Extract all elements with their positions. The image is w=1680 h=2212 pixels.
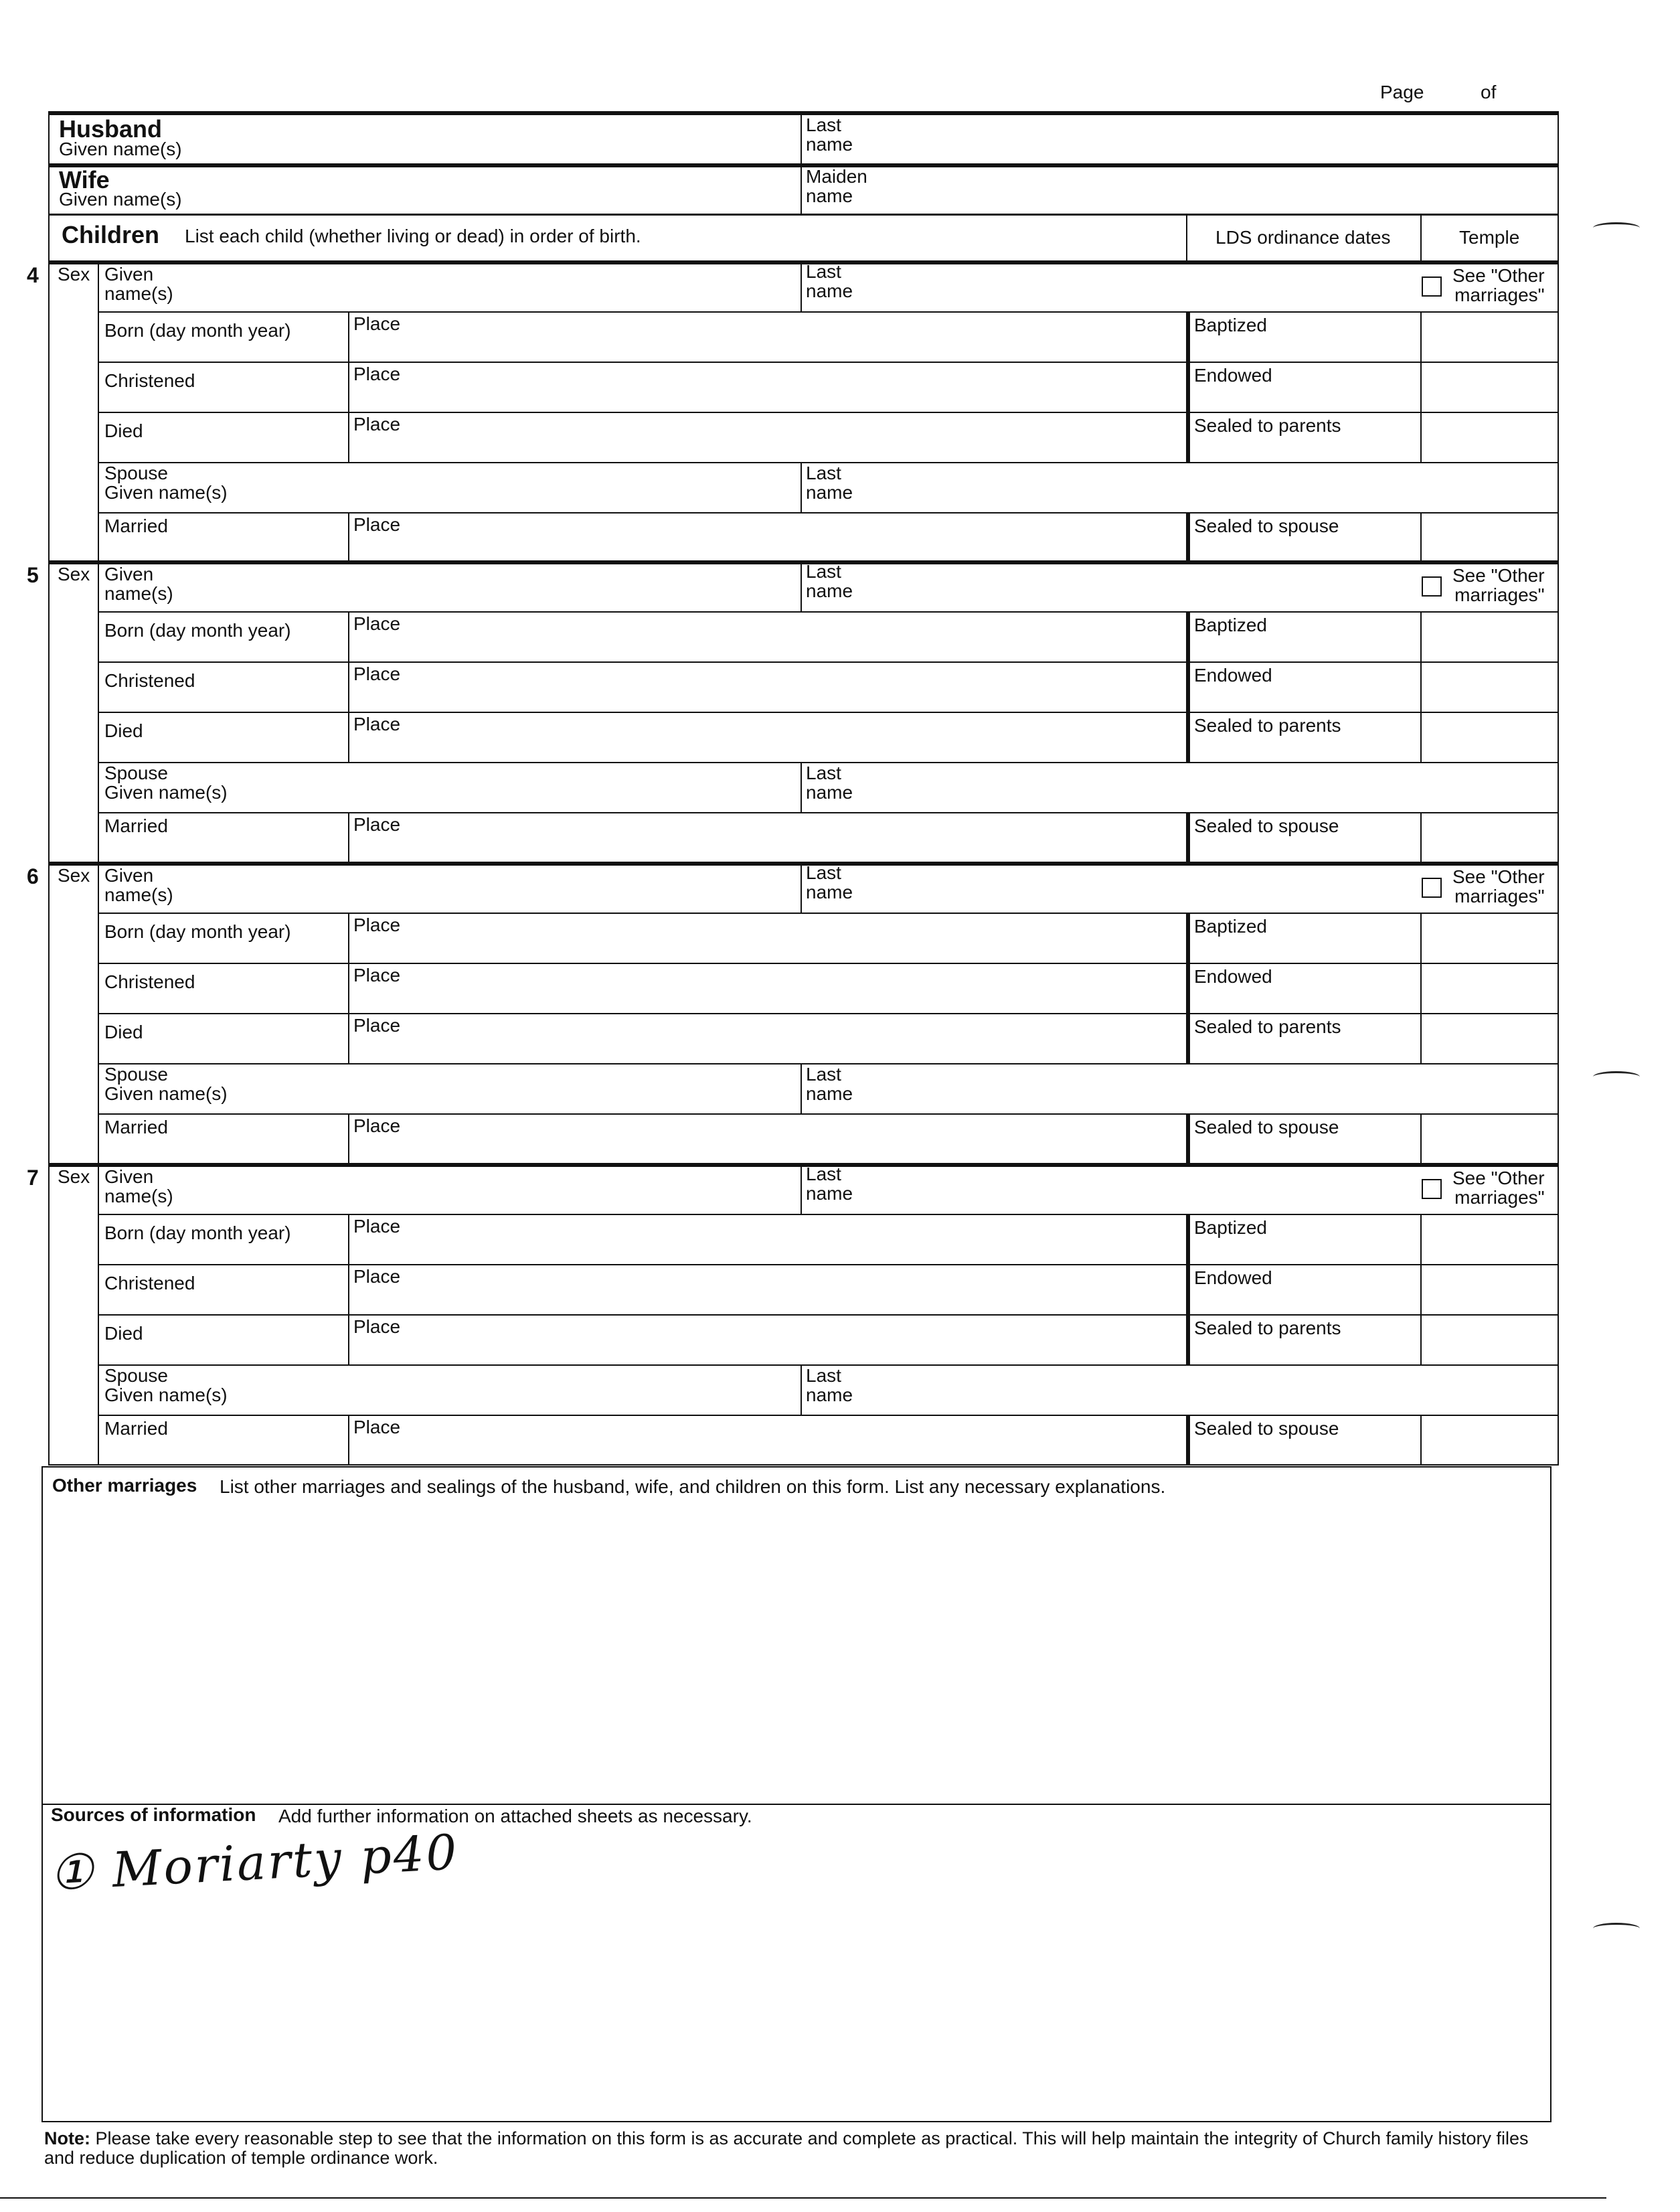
endowed-label: Endowed [1194,966,1272,987]
christened-place-label: Place [353,965,401,985]
wife-given-field[interactable] [201,167,790,212]
husband-last-divider [801,112,802,215]
spouse-last-field[interactable] [881,766,1552,807]
child-row-divider [98,1264,1559,1265]
baptized-label: Baptized [1194,615,1267,635]
temple-column-divider [1420,913,1422,1063]
married-lds-divider [1186,812,1190,863]
sealed-to-spouse-label: Sealed to spouse [1194,1418,1339,1439]
note-body: Please take every reasonable step to see that the information on this form is as accurate and complete as practical. This will help maintain the integrity of Church family history files and reduce duplication of temple ordinance work. [44,2128,1529,2168]
died-date-field[interactable] [103,1044,343,1061]
child-last-label: Last name [806,1164,853,1204]
baptized-date-field[interactable] [1193,338,1414,360]
spouse-last-label: Last name [806,1365,853,1405]
baptized-temple-field[interactable] [1424,1218,1555,1261]
endowed-date-field[interactable] [1193,688,1414,710]
sealed-to-parents-temple-field[interactable] [1424,1318,1555,1361]
married-place-divider [348,1415,349,1466]
spouse-given-field[interactable] [258,1368,787,1410]
child-separator [48,862,1559,866]
child-sex-field[interactable] [51,888,95,910]
born-date-field[interactable] [103,943,343,961]
note-text [44,2129,1530,2168]
sealed-to-parents-date-field[interactable] [1193,439,1414,460]
bottom-rule [0,2197,1606,2199]
endowed-label: Endowed [1194,665,1272,686]
see-other-marriages-label: See "Other marriages" [1452,565,1545,605]
sex-label: Sex [58,264,90,285]
note-title: Note: [44,2128,90,2148]
child-last-label: Last name [806,261,853,301]
given-last-divider [801,1164,802,1214]
spouse-last-label: Last name [806,463,853,503]
spouse-last-field[interactable] [881,1067,1552,1109]
child-row-divider [98,1013,1559,1014]
sealed-to-parents-label: Sealed to parents [1194,1318,1341,1338]
sealed-to-parents-date-field[interactable] [1193,1341,1414,1362]
child-row-divider [98,611,1559,613]
died-label: Died [104,1022,143,1042]
sources-field[interactable] [47,1834,1546,2116]
born-place-label: Place [353,613,401,634]
child-row-divider [98,1214,1559,1215]
christened-date-field[interactable] [103,994,343,1011]
see-other-marriages-label: See "Other marriages" [1452,1168,1545,1208]
child-given-label: Given name(s) [104,564,173,604]
born-date-field[interactable] [103,342,343,360]
other-marriages-checkbox[interactable] [1422,576,1442,597]
label-place-divider [348,913,349,1063]
christened-date-field[interactable] [103,1295,343,1312]
child-last-field[interactable] [881,266,1406,306]
child-separator [48,1163,1559,1167]
sealed-to-spouse-temple-field[interactable] [1424,1117,1555,1160]
married-temple-divider [1420,1113,1422,1164]
given-last-divider [801,863,802,913]
married-place-field[interactable] [415,516,1179,559]
child-row-divider [98,412,1559,413]
married-temple-divider [1420,812,1422,863]
endowed-date-field[interactable] [1193,1291,1414,1312]
spouse-given-label: Spouse Given name(s) [104,763,228,803]
christened-place-field[interactable] [415,1268,1179,1311]
christened-place-label: Place [353,364,401,384]
spouse-given-label: Spouse Given name(s) [104,1064,228,1104]
baptized-date-field[interactable] [1193,939,1414,961]
born-date-field[interactable] [103,642,343,659]
married-label: Married [104,815,168,836]
married-place-label: Place [353,1115,401,1136]
lds-divider [1186,214,1187,262]
sex-label: Sex [58,1166,90,1187]
married-date-field[interactable] [103,839,343,859]
married-lds-divider [1186,512,1190,563]
temple-column-divider [1420,1214,1422,1364]
child-given-label: Given name(s) [104,865,173,905]
spouse-given-field[interactable] [258,466,787,507]
child-number: 5 [27,563,39,587]
baptized-date-field[interactable] [1193,1241,1414,1262]
wife-given-label: Given name(s) [59,189,182,210]
husband-last-label: Last name [806,114,853,155]
child-row-divider [98,1415,1559,1416]
married-date-field[interactable] [103,1140,343,1160]
temple-divider [1420,214,1422,262]
spouse-last-field[interactable] [881,466,1552,507]
child-number: 7 [27,1166,39,1190]
endowed-label: Endowed [1194,365,1272,386]
died-date-field[interactable] [103,443,343,460]
married-lds-divider [1186,1415,1190,1466]
married-place-label: Place [353,514,401,535]
child-separator [48,260,1559,264]
sealed-to-parents-label: Sealed to parents [1194,1016,1341,1037]
given-last-divider [801,562,802,611]
other-marriages-title: Other marriages [52,1475,197,1496]
sealed-to-spouse-temple-field[interactable] [1424,1419,1555,1462]
christened-place-field[interactable] [415,665,1179,708]
endowed-temple-field[interactable] [1424,1268,1555,1311]
sealed-to-spouse-label: Sealed to spouse [1194,516,1339,536]
married-label: Married [104,516,168,536]
sealed-to-parents-label: Sealed to parents [1194,715,1341,736]
child-given-field[interactable] [245,266,787,306]
children-title: Children [62,221,160,248]
sealed-to-parents-temple-field[interactable] [1424,716,1555,759]
married-lds-divider [1186,1113,1190,1164]
see-other-marriages-label: See "Other marriages" [1452,866,1545,906]
christened-date-field[interactable] [103,692,343,710]
temple-column-divider [1420,311,1422,462]
baptized-temple-field[interactable] [1424,917,1555,959]
died-place-field[interactable] [415,1318,1179,1361]
given-last-divider [801,262,802,311]
born-place-field[interactable] [415,315,1179,358]
born-place-label: Place [353,313,401,334]
child-row-divider [98,512,1559,514]
died-label: Died [104,720,143,741]
label-place-divider [348,1214,349,1364]
died-label: Died [104,420,143,441]
sealed-to-parents-temple-field[interactable] [1424,416,1555,459]
child-row-divider [98,963,1559,964]
baptized-date-field[interactable] [1193,638,1414,659]
sealed-to-parents-temple-field[interactable] [1424,1017,1555,1060]
sealed-to-parents-date-field[interactable] [1193,738,1414,760]
married-place-field[interactable] [415,1419,1179,1462]
married-place-divider [348,812,349,863]
married-place-divider [348,512,349,563]
sealed-to-spouse-date-field[interactable] [1193,539,1414,559]
spouse-last-divider [801,762,802,812]
married-place-label: Place [353,1417,401,1437]
child-last-label: Last name [806,561,853,601]
married-date-field[interactable] [103,1441,343,1462]
endowed-temple-field[interactable] [1424,967,1555,1010]
endowed-label: Endowed [1194,1267,1272,1288]
spouse-given-label: Spouse Given name(s) [104,1365,228,1405]
lds-date-divider [1186,913,1190,1063]
born-label: Born (day month year) [104,1222,291,1243]
born-label: Born (day month year) [104,921,291,942]
lds-date-divider [1186,311,1190,462]
other-marriages-checkbox[interactable] [1422,1179,1442,1199]
husband-title: Husband [59,115,163,143]
child-number: 6 [27,864,39,888]
sources-title: Sources of information [51,1804,256,1825]
married-date-field[interactable] [103,539,343,559]
spouse-last-divider [801,1063,802,1113]
christened-label: Christened [104,370,195,391]
married-temple-divider [1420,1415,1422,1466]
born-date-field[interactable] [103,1245,343,1262]
other-marriages-checkbox[interactable] [1422,878,1442,898]
child-row-divider [98,1113,1559,1115]
born-place-field[interactable] [415,1218,1179,1261]
endowed-date-field[interactable] [1193,388,1414,410]
spouse-last-label: Last name [806,1064,853,1104]
child-sex-field[interactable] [51,1190,95,1211]
child-row-divider [98,812,1559,813]
sealed-to-spouse-temple-field[interactable] [1424,816,1555,859]
lds-date-divider [1186,1214,1190,1364]
child-separator [48,560,1559,564]
sealed-to-spouse-date-field[interactable] [1193,1140,1414,1160]
born-place-field[interactable] [415,615,1179,658]
spouse-given-field[interactable] [258,1067,787,1109]
child-row-divider [98,311,1559,313]
child-last-field[interactable] [881,867,1406,907]
died-label: Died [104,1323,143,1344]
child-given-field[interactable] [245,867,787,907]
sealed-to-parents-label: Sealed to parents [1194,415,1341,436]
lds-ordinance-label: LDS ordinance dates [1215,227,1391,248]
endowed-temple-field[interactable] [1424,366,1555,408]
sealed-to-spouse-date-field[interactable] [1193,1441,1414,1462]
married-label: Married [104,1117,168,1137]
died-date-field[interactable] [103,1345,343,1362]
sealed-to-spouse-date-field[interactable] [1193,839,1414,859]
label-place-divider [348,311,349,462]
other-marriages-checkbox[interactable] [1422,276,1442,297]
married-label: Married [104,1418,168,1439]
sex-label: Sex [58,564,90,584]
handwritten-source-entry: ① Moriarty p40 [48,1824,460,1901]
child-last-field[interactable] [881,1168,1406,1208]
endowed-temple-field[interactable] [1424,665,1555,708]
child-last-label: Last name [806,862,853,902]
married-place-field[interactable] [415,1117,1179,1160]
died-place-field[interactable] [415,416,1179,459]
baptized-label: Baptized [1194,916,1267,937]
husband-given-field[interactable] [201,115,790,159]
temple-column-divider [1420,611,1422,762]
temple-label: Temple [1459,227,1520,248]
married-place-label: Place [353,814,401,835]
christened-label: Christened [104,971,195,992]
christened-place-label: Place [353,1266,401,1287]
died-place-field[interactable] [415,1017,1179,1060]
sealed-to-spouse-label: Sealed to spouse [1194,1117,1339,1137]
children-instruction: List each child (whether living or dead) in order of birth. [185,226,641,246]
child-last-field[interactable] [881,566,1406,606]
born-label: Born (day month year) [104,320,291,341]
page-label: Page [1380,82,1424,102]
husband-given-label: Given name(s) [59,139,182,159]
spouse-last-label: Last name [806,763,853,803]
died-place-label: Place [353,414,401,434]
child-row-divider [98,362,1559,363]
husband-last-field[interactable] [870,115,1553,159]
wife-title: Wife [59,166,110,193]
sealed-to-parents-date-field[interactable] [1193,1040,1414,1061]
of-label: of [1481,82,1497,102]
child-sex-field[interactable] [51,287,95,309]
child-sex-field[interactable] [51,587,95,609]
born-place-label: Place [353,1216,401,1237]
baptized-temple-field[interactable] [1424,615,1555,658]
wife-maiden-field[interactable] [870,167,1553,212]
died-place-label: Place [353,714,401,734]
sealed-to-spouse-label: Sealed to spouse [1194,815,1339,836]
spouse-given-field[interactable] [258,766,787,807]
child-given-label: Given name(s) [104,1166,173,1206]
married-place-divider [348,1113,349,1164]
born-label: Born (day month year) [104,620,291,641]
died-place-label: Place [353,1015,401,1036]
died-date-field[interactable] [103,742,343,760]
child-number: 4 [27,263,39,287]
margin-mark [1593,1071,1640,1083]
child-row-divider [98,1314,1559,1316]
married-temple-divider [1420,512,1422,563]
child-row-divider [98,661,1559,663]
christened-place-label: Place [353,663,401,684]
sealed-to-spouse-temple-field[interactable] [1424,516,1555,559]
baptized-temple-field[interactable] [1424,315,1555,358]
spouse-given-label: Spouse Given name(s) [104,463,228,503]
margin-mark [1593,222,1640,234]
endowed-date-field[interactable] [1193,990,1414,1011]
child-row-divider [98,913,1559,914]
spouse-last-divider [801,1364,802,1415]
baptized-label: Baptized [1194,315,1267,335]
margin-mark [1593,1923,1640,1934]
child-given-field[interactable] [245,566,787,606]
spouse-last-field[interactable] [881,1368,1552,1410]
christened-label: Christened [104,1273,195,1293]
baptized-label: Baptized [1194,1217,1267,1238]
born-place-label: Place [353,915,401,935]
christened-place-field[interactable] [415,366,1179,408]
spouse-last-divider [801,462,802,512]
sources-instruction: Add further information on attached sheets as necessary. [278,1806,752,1826]
married-place-field[interactable] [415,816,1179,859]
christened-place-field[interactable] [415,967,1179,1010]
label-place-divider [348,611,349,762]
wife-maiden-label: Maiden name [806,166,867,206]
christened-label: Christened [104,670,195,691]
see-other-marriages-label: See "Other marriages" [1452,265,1545,305]
christened-date-field[interactable] [103,392,343,410]
child-given-label: Given name(s) [104,264,173,304]
child-given-field[interactable] [245,1168,787,1208]
other-marriages-field[interactable] [47,1506,1546,1801]
other-marriages-instruction: List other marriages and sealings of the husband, wife, and children on this form. List any necessary explanations. [220,1476,1166,1497]
child-row-divider [98,712,1559,713]
died-place-label: Place [353,1316,401,1337]
sex-label: Sex [58,865,90,886]
born-place-field[interactable] [415,917,1179,959]
lds-date-divider [1186,611,1190,762]
died-place-field[interactable] [415,716,1179,759]
